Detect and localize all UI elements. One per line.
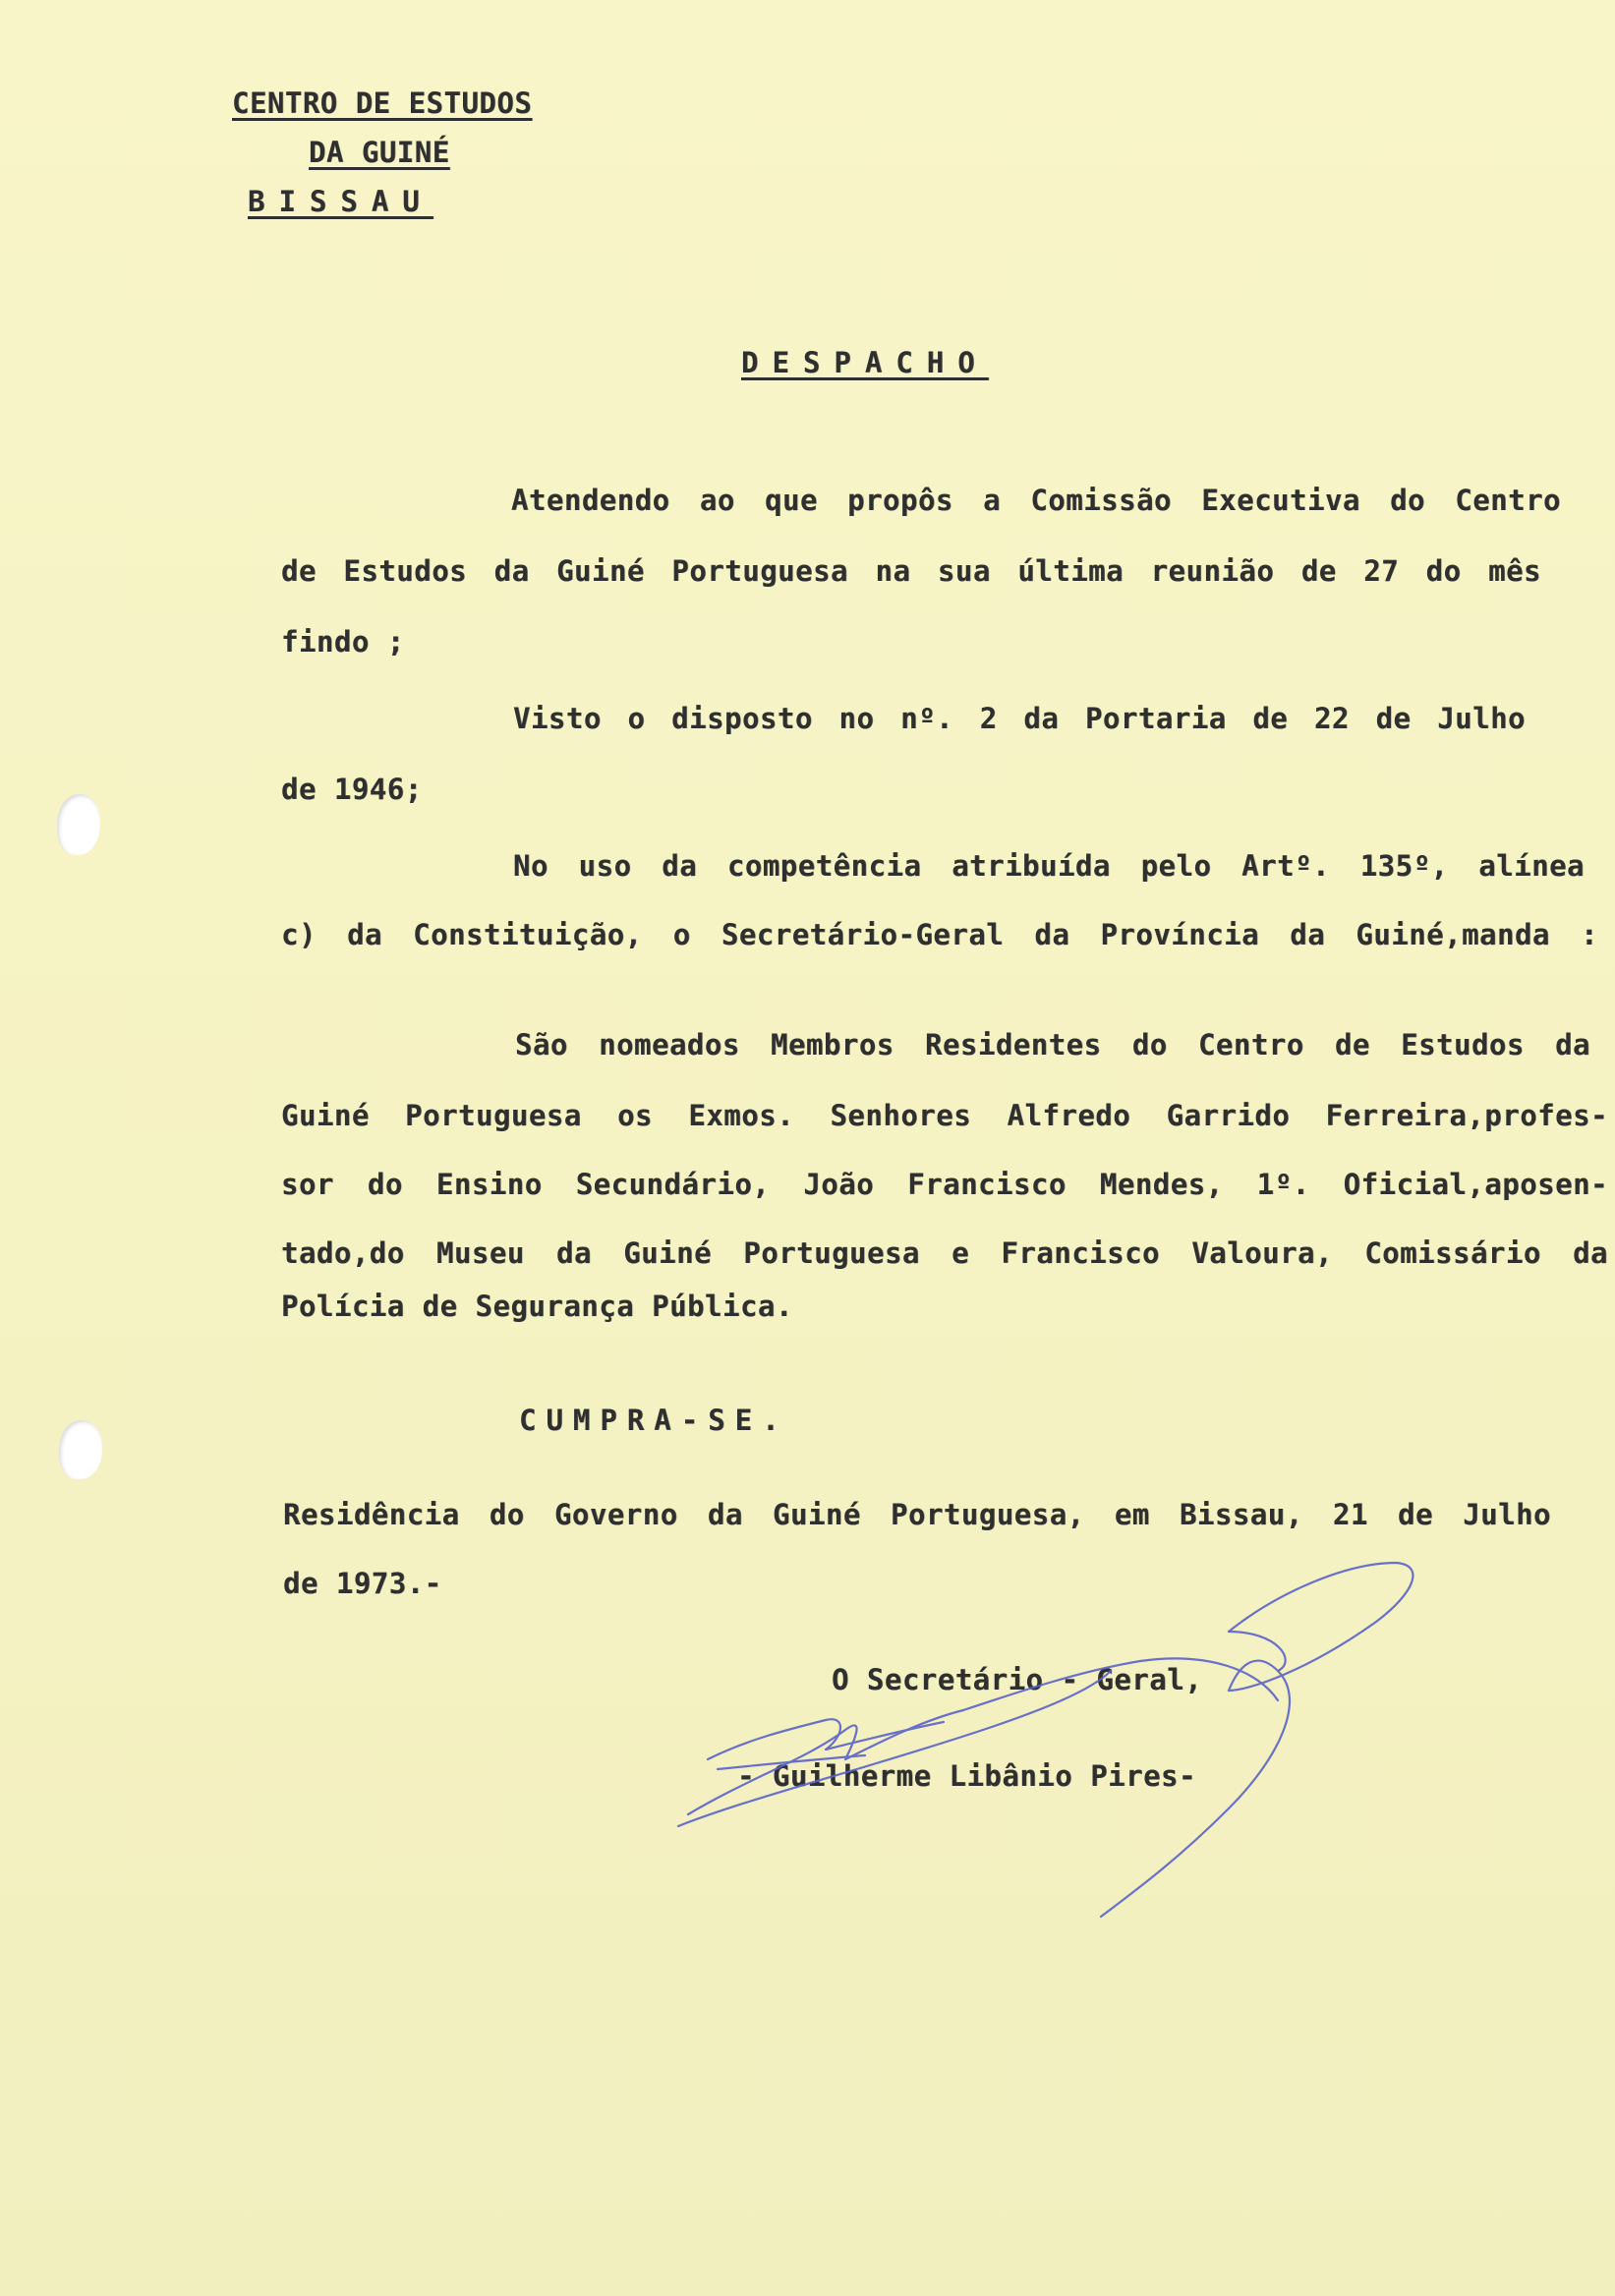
paragraph-line: de 1946; <box>281 773 423 806</box>
paragraph-line: findo ; <box>281 625 405 659</box>
signatory-name: - Guilherme Libânio Pires- <box>737 1759 1196 1793</box>
institution-subname: DA GUINÉ <box>309 136 450 169</box>
paragraph-line: São nomeados Membros Residentes do Centro de Estudos da <box>515 1028 1590 1062</box>
closing-line: de 1973.- <box>283 1567 442 1600</box>
paragraph-line: c) da Constituição, o Secretário-Geral da Província da Guiné,manda : <box>281 918 1598 951</box>
paragraph-line: Polícia de Segurança Pública. <box>281 1290 793 1323</box>
institution-name: CENTRO DE ESTUDOS <box>232 86 533 120</box>
paragraph-line: Visto o disposto no nº. 2 da Portaria de 22 de Julho <box>513 702 1526 735</box>
order-line: CUMPRA-SE. <box>519 1404 789 1437</box>
institution-city: BISSAU <box>248 185 433 218</box>
paragraph-line: No uso da competência atribuída pelo Artº. 135º, alínea <box>513 849 1585 883</box>
paragraph-line: de Estudos da Guiné Portuguesa na sua última reunião de 27 do mês <box>281 554 1541 588</box>
paragraph-line: Atendendo ao que propôs a Comissão Executiva do Centro <box>511 484 1561 517</box>
paragraph-line: Guiné Portuguesa os Exmos. Senhores Alfredo Garrido Ferreira,profes- <box>281 1099 1608 1132</box>
document-title: DESPACHO <box>741 346 989 379</box>
paragraph-line: tado,do Museu da Guiné Portuguesa e Francisco Valoura, Comissário da <box>281 1236 1608 1270</box>
closing-line: Residência do Governo da Guiné Portuguesa, em Bissau, 21 de Julho <box>283 1498 1551 1531</box>
signatory-role: O Secretário - Geral, <box>832 1663 1203 1696</box>
paragraph-line: sor do Ensino Secundário, João Francisco Mendes, 1º. Oficial,aposen- <box>281 1168 1608 1201</box>
